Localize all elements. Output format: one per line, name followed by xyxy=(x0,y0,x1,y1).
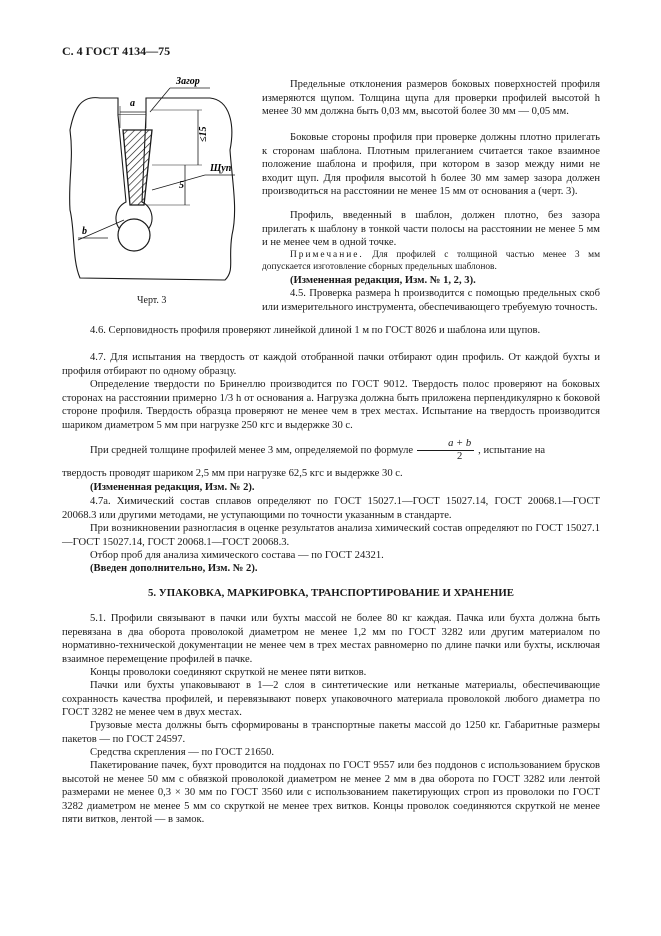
edition-note-1: (Измененная редакция, Изм. № 1, 2, 3). xyxy=(290,275,476,286)
note-text: Для профилей с толщиной частью менее 3 мм допускается изготовление сборных предельных шаблонов. xyxy=(262,250,601,272)
gauge-drawing-svg xyxy=(60,70,260,310)
paragraph-probe-thickness: Предельные отклонения размеров боковых поверхностей профиля измеряются щупом. Толщина щупа для проверки профилей высотой h менее 30 мм должна быть 0,03 мм, высотой более 30 мм — 0,05 мм. xyxy=(262,79,600,118)
label-b: b xyxy=(82,226,87,237)
profile-bulb xyxy=(118,219,150,251)
paragraph-thin-profiles-cont: твердость проводят шариком 2,5 мм при нагрузке 62,5 кгс и выдержке 30 с. xyxy=(62,468,403,479)
note xyxy=(262,250,600,273)
label-probe: Щуп xyxy=(210,163,232,174)
paragraph-brinell: Определение твердости по Бринеллю производится по ГОСТ 9012. Твердость полос проверяют на боковых сторонах на расстоянии примерно 1/3 h от основания a. Нагрузка должна быть приложена перпендикулярно к боковой стороне профиля. Твердость образца проверяют не менее чем в трех местах. Испытание на твердость производится шариком диаметром 5 мм при нагрузке 250 кгс и выдержке 30 с. xyxy=(62,379,600,431)
paragraph-profile-fit: Профиль, введенный в шаблон, должен плотно, без зазора прилегать к шаблону в тонкой части полосы на расстоянии не менее 5 мм и не менее чем в одной точке. xyxy=(262,210,600,249)
gauge-drawing xyxy=(60,70,260,310)
note-label: Примечание. xyxy=(290,250,364,260)
paragraph-side-contact: Боковые стороны профиля при проверке должны плотно прилегать к сторонам шаблона. Плотным прилеганием считается такое взаимное положение шаблона и профиля, при котором в зазор между ними не входит щуп. Для профиля высотой h более 30 мм замер зазора должен производиться на расстоянии не менее 15 мм от основания a (черт. 3). xyxy=(262,132,600,198)
paragraph-wire-ends: Концы проволоки соединяют скруткой не менее пяти витков. xyxy=(90,667,367,678)
label-a: a xyxy=(130,98,135,109)
formula: $\frac{a + b}{2}$ xyxy=(417,438,474,463)
edition-note-2: (Измененная редакция, Изм. № 2). xyxy=(90,482,255,493)
template-outline xyxy=(70,98,235,280)
added-note: (Введен дополнительно, Изм. № 2). xyxy=(90,563,258,574)
page-header: С. 4 ГОСТ 4134—75 xyxy=(62,44,171,58)
paragraph-fastening: Средства скрепления — по ГОСТ 21650. xyxy=(90,747,275,758)
paragraph-palletizing: Пакетирование пачек, бухт проводится на поддонах по ГОСТ 9557 или без поддонов с использованием брусков высотой не менее 50 мм с обвязкой проволокой диаметром не менее 2 мм в два оборота по ГОСТ 3282 или лентой размерами не менее 0,3 × 30 мм по ГОСТ 3560 или с использованием пакетирующих строп из проволоки по ГОСТ 3282 диаметром не менее 5 мм со скруткой не менее трех витков. Концы проволок соединяются скруткой не менее пяти витков, лентой — в замок. xyxy=(62,760,600,826)
paragraph-4-7: 4.7. Для испытания на твердость от каждой отобранной пачки отбирают один профиль. От каждой бухты и профиля отбирают по одному образцу. xyxy=(62,352,600,377)
paragraph-4-7a: 4.7а. Химический состав сплавов определяют по ГОСТ 15027.1—ГОСТ 15027.14, ГОСТ 20068.1—ГОСТ 20068.3 или другими методами, не уступающими по точности указанным в стандарте. xyxy=(62,496,600,521)
paragraph-dispute: При возникновении разногласия в оценке результатов анализа химический состав определяют по ГОСТ 15027.1—ГОСТ 15027.14, ГОСТ 20068.1—ГОСТ 20068.3. xyxy=(62,523,600,548)
figure-caption: Черт. 3 xyxy=(137,295,167,306)
paragraph-sampling: Отбор проб для анализа химического состава — по ГОСТ 24321. xyxy=(90,550,384,561)
label-gap: Загор xyxy=(176,76,200,87)
label-five: 5 xyxy=(179,180,184,191)
section-heading: 5. УПАКОВКА, МАРКИРОВКА, ТРАНСПОРТИРОВАНИЕ И ХРАНЕНИЕ xyxy=(147,587,515,599)
paragraph-thin-profiles: При средней толщине профилей менее 3 мм, определяемой по формуле $\frac{a + b}{2}$ , испытание на xyxy=(90,438,546,462)
paragraph-packaging: Пачки или бухты упаковывают в 1—2 слоя в синтетические или нетканые материалы, обеспечивающие сохранность качества профилей, и перевязывают поверх упаковочного материала проволокой любого диаметра по ГОСТ 3282 не менее чем в двух местах. xyxy=(62,680,600,719)
paragraph-transport-packs: Грузовые места должны быть сформированы в транспортные пакеты массой до 1250 кг. Габаритные размеры пакетов — по ГОСТ 24597. xyxy=(62,720,600,745)
label-height15: ≤15 xyxy=(198,126,209,142)
paragraph-4-6: 4.6. Серповидность профиля проверяют линейкой длиной 1 м по ГОСТ 8026 и шаблона или щупов. xyxy=(90,325,541,336)
paragraph-4-5: 4.5. Проверка размера h производится с помощью предельных скоб или измерительного инструмента, обеспечивающего требуемую точность. xyxy=(262,288,600,313)
paragraph-5-1: 5.1. Профили связывают в пачки или бухты массой не более 80 кг каждая. Пачка или бухта должна быть перевязана в два оборота проволокой диаметром не менее 1,2 мм по ГОСТ 3282 или другим материалом по нормативно-технической документации не менее чем в трех местах равномерно по длине пачки или бухты, исключая взаимное перемещение профилей в пачке. xyxy=(62,613,600,665)
